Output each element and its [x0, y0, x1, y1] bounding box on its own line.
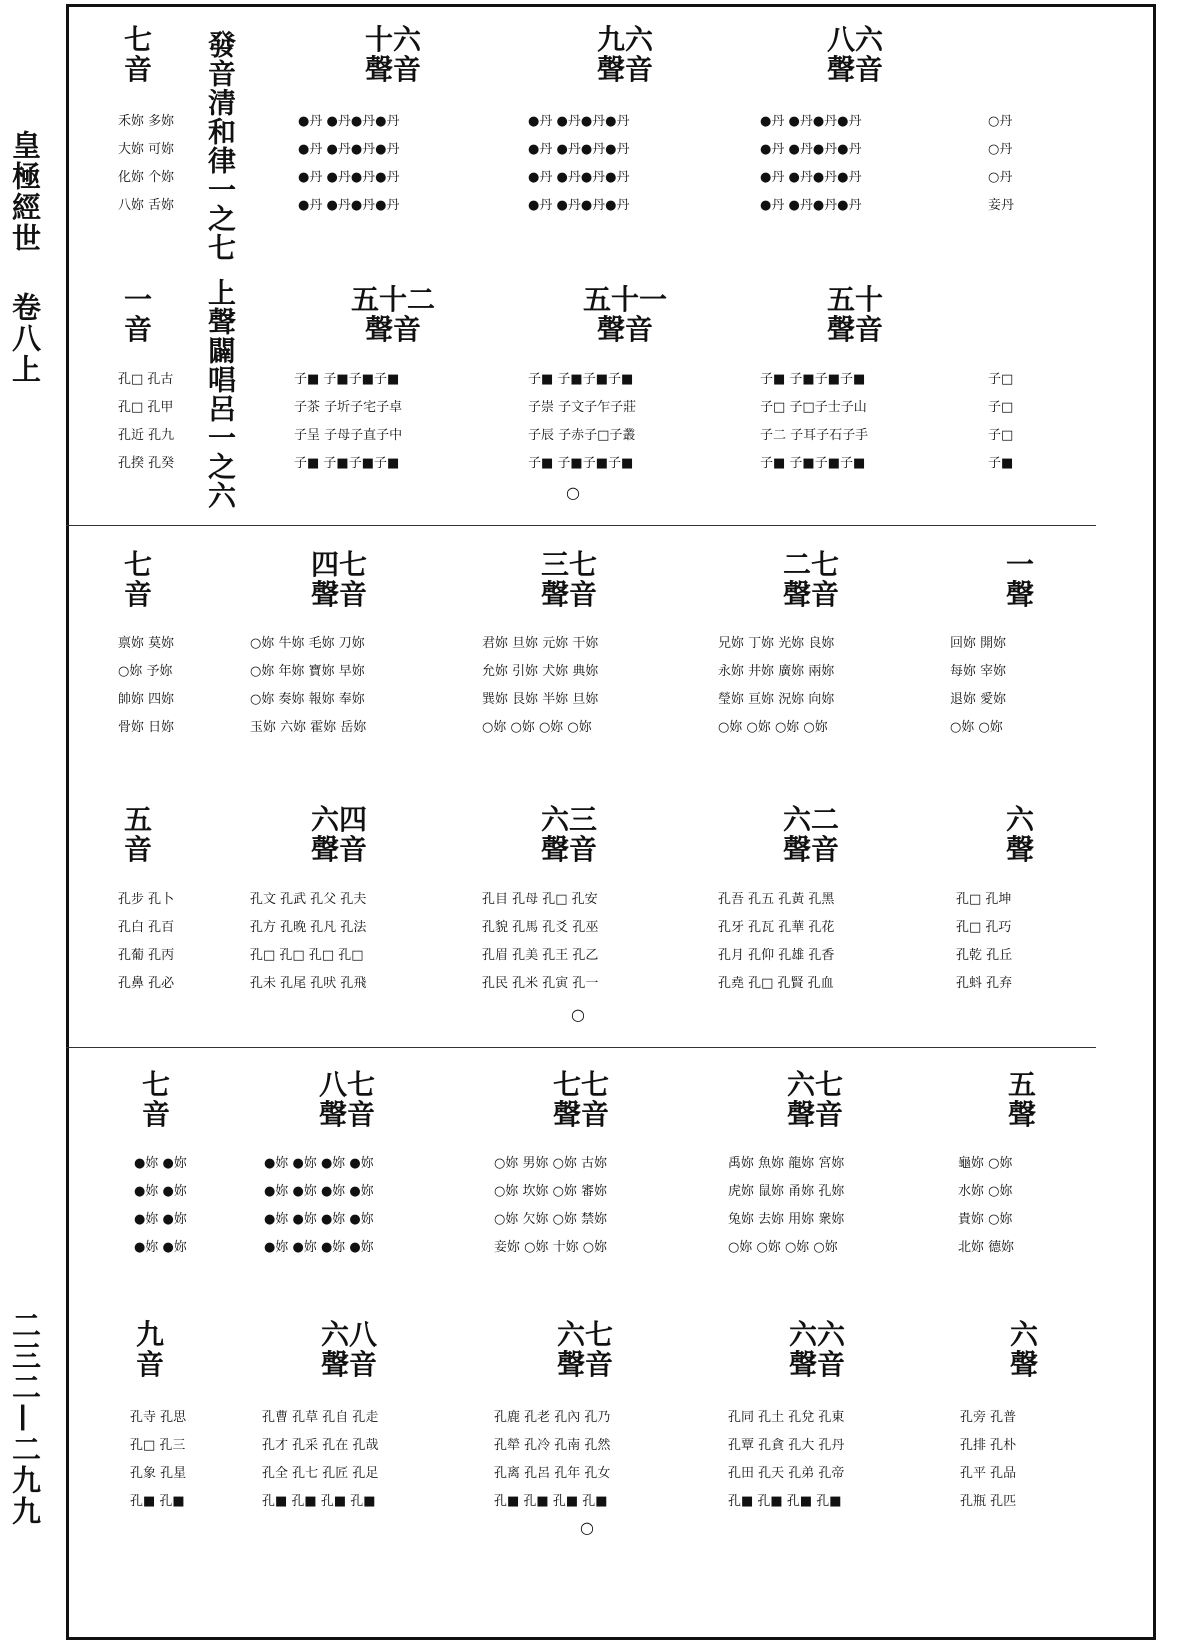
text-line: 妾丹 [988, 198, 1015, 213]
text-line: 孔方 孔晚 孔凡 孔法 [250, 920, 367, 935]
text-line: ○妳 年妳 寶妳 早妳 [250, 664, 365, 679]
text-line: ○丹 [988, 170, 1013, 185]
section-divider [66, 1047, 1096, 1048]
heading: 一 聲 [1005, 548, 1034, 611]
heading: 五十一 聲音 [582, 283, 667, 346]
heading: 一 音 [123, 283, 152, 346]
text-line: 允妳 引妳 犬妳 典妳 [482, 664, 599, 679]
text-line: 孔白 孔百 [118, 920, 175, 935]
text-line: 孔步 孔卜 [118, 892, 175, 907]
text-line: 子□ 子□子士子山 [760, 400, 867, 415]
text-line: 禾妳 多妳 [118, 114, 175, 129]
text-line: 孔□ 孔甲 [118, 400, 174, 415]
text-line: 孔象 孔星 [130, 1466, 187, 1481]
text-line: 孔同 孔土 孔兌 孔東 [728, 1410, 845, 1425]
heading: 六六 聲音 [788, 1318, 845, 1381]
text-line: 孔瓶 孔匹 [960, 1494, 1017, 1509]
heading: 六 聲 [1005, 803, 1034, 866]
text-line: 化妳 个妳 [118, 170, 175, 185]
text-line: ●妳 ●妳 [134, 1156, 187, 1171]
text-line: 孔田 孔天 孔弟 孔帝 [728, 1466, 845, 1481]
text-line: 虎妳 鼠妳 甬妳 孔妳 [728, 1184, 845, 1199]
heading: 三七 聲音 [540, 548, 597, 611]
text-line: 孔吾 孔五 孔黃 孔黑 [718, 892, 835, 907]
text-line: 孔平 孔品 [960, 1466, 1017, 1481]
text-line: 退妳 愛妳 [950, 692, 1007, 707]
text-line: 子■ [988, 456, 1014, 471]
text-line: 子■ 子■子■子■ [528, 456, 634, 471]
volume-label: 卷八上 [8, 292, 42, 385]
heading: 九 音 [135, 1318, 164, 1381]
text-line: 瑩妳 亘妳 況妳 向妳 [718, 692, 835, 707]
text-line: ○妳 欠妳 ○妳 禁妳 [494, 1212, 608, 1227]
text-line: 子□ [988, 428, 1014, 443]
text-line: 子□ [988, 400, 1014, 415]
text-line: ●妳 ●妳 [134, 1184, 187, 1199]
text-line: 孔目 孔母 孔□ 孔安 [482, 892, 598, 907]
text-line: ●丹 ●丹●丹●丹 [298, 170, 400, 185]
text-line: 孔□ 孔坤 [956, 892, 1012, 907]
heading: 四七 聲音 [310, 548, 367, 611]
heading: 六二 聲音 [782, 803, 839, 866]
text-line: 孔近 孔九 [118, 428, 175, 443]
text-line: 孔眉 孔美 孔王 孔乙 [482, 948, 599, 963]
section-divider [66, 525, 1096, 526]
text-line: 孔貌 孔馬 孔爻 孔巫 [482, 920, 599, 935]
text-line: 子崇 子文子乍子莊 [528, 400, 637, 415]
circle-mark-icon: ○ [580, 1518, 594, 1537]
text-line: 孔□ 孔三 [130, 1438, 186, 1453]
heading: 六八 聲音 [320, 1318, 377, 1381]
text-line: ○妳 ○妳 ○妳 ○妳 [718, 720, 828, 735]
text-line: ○妳 予妳 [118, 664, 173, 679]
text-line: 妾妳 ○妳 十妳 ○妳 [494, 1240, 608, 1255]
text-line: ●妳 ●妳 ●妳 ●妳 [264, 1184, 374, 1199]
text-line: 孔鹿 孔老 孔內 孔乃 [494, 1410, 611, 1425]
text-line: 孔全 孔七 孔匠 孔足 [262, 1466, 379, 1481]
text-line: ●丹 ●丹●丹●丹 [298, 198, 400, 213]
text-line: 孔□ 孔□ 孔□ 孔□ [250, 948, 364, 963]
text-line: ○妳 ○妳 ○妳 ○妳 [482, 720, 592, 735]
text-line: 孔■ 孔■ 孔■ 孔■ [262, 1494, 376, 1509]
text-line: ●妳 ●妳 ●妳 ●妳 [264, 1240, 374, 1255]
text-line: ●丹 ●丹●丹●丹 [528, 170, 630, 185]
text-line: 帥妳 四妳 [118, 692, 175, 707]
text-line: ●丹 ●丹●丹●丹 [298, 142, 400, 157]
heading: 八六 聲音 [826, 23, 883, 86]
text-line: 子■ 子■子■子■ [528, 372, 634, 387]
text-line: 孔□ 孔古 [118, 372, 174, 387]
text-line: 北妳 德妳 [958, 1240, 1015, 1255]
text-line: 孔民 孔米 孔寅 孔一 [482, 976, 599, 991]
text-line: ○丹 [988, 114, 1013, 129]
text-line: 孔犖 孔冷 孔南 孔然 [494, 1438, 611, 1453]
text-line: 孔乾 孔丘 [956, 948, 1013, 963]
text-line: 孔覃 孔貪 孔大 孔丹 [728, 1438, 845, 1453]
text-line: 孔文 孔武 孔父 孔夫 [250, 892, 367, 907]
heading: 六七 聲音 [556, 1318, 613, 1381]
text-line: 子■ 子■子■子■ [760, 456, 866, 471]
vertical-title: 發音清和律一之七 [204, 30, 237, 262]
text-line: 孔月 孔仰 孔雄 孔香 [718, 948, 835, 963]
text-line: ○妳 男妳 ○妳 古妳 [494, 1156, 608, 1171]
heading: 十六 聲音 [364, 23, 421, 86]
heading: 七 音 [141, 1068, 170, 1131]
text-line: 八妳 舌妳 [118, 198, 175, 213]
heading: 五十二 聲音 [350, 283, 435, 346]
side-margin [0, 0, 60, 1646]
text-line: 巽妳 艮妳 半妳 旦妳 [482, 692, 599, 707]
text-line: 每妳 宰妳 [950, 664, 1007, 679]
heading: 五 音 [123, 803, 152, 866]
text-line: 子二 子耳子石子手 [760, 428, 869, 443]
text-line: ●丹 ●丹●丹●丹 [760, 114, 862, 129]
text-line: 貴妳 ○妳 [958, 1212, 1013, 1227]
text-line: 水妳 ○妳 [958, 1184, 1013, 1199]
text-line: 孔寺 孔思 [130, 1410, 187, 1425]
heading: 二七 聲音 [782, 548, 839, 611]
text-line: ●丹 ●丹●丹●丹 [760, 198, 862, 213]
text-line: ●妳 ●妳 ●妳 ●妳 [264, 1156, 374, 1171]
text-line: 孔■ 孔■ 孔■ 孔■ [728, 1494, 842, 1509]
book-title: 皇極經世 [8, 130, 42, 254]
text-line: 禹妳 魚妳 龍妳 宮妳 [728, 1156, 845, 1171]
text-line: 孔揆 孔癸 [118, 456, 175, 471]
text-line: 子辰 子赤子□子叢 [528, 428, 636, 443]
text-line: 孔■ 孔■ [130, 1494, 185, 1509]
heading: 六四 聲音 [310, 803, 367, 866]
text-line: 子茶 子圻子宅子卓 [294, 400, 403, 415]
heading: 六三 聲音 [540, 803, 597, 866]
heading: 五十 聲音 [826, 283, 883, 346]
text-line: 孔□ 孔巧 [956, 920, 1012, 935]
text-line: 禀妳 莫妳 [118, 636, 175, 651]
text-line: 龜妳 ○妳 [958, 1156, 1013, 1171]
text-line: 玉妳 六妳 霍妳 岳妳 [250, 720, 367, 735]
text-line: 孔蚪 孔弃 [956, 976, 1013, 991]
text-line: 孔离 孔呂 孔年 孔女 [494, 1466, 611, 1481]
text-line: 永妳 井妳 廣妳 兩妳 [718, 664, 835, 679]
text-line: 子□ [988, 372, 1014, 387]
text-line: 子呈 子母子直子中 [294, 428, 403, 443]
text-line: ●丹 ●丹●丹●丹 [760, 142, 862, 157]
text-line: 孔才 孔采 孔在 孔哉 [262, 1438, 379, 1453]
circle-mark-icon: ○ [571, 1005, 585, 1024]
text-line: 兔妳 去妳 用妳 衆妳 [728, 1212, 845, 1227]
text-line: ○妳 ○妳 [950, 720, 1003, 735]
text-line: ●丹 ●丹●丹●丹 [760, 170, 862, 185]
text-line: ○妳 奏妳 報妳 奉妳 [250, 692, 365, 707]
text-line: 孔■ 孔■ 孔■ 孔■ [494, 1494, 608, 1509]
heading: 七 音 [123, 548, 152, 611]
text-line: ●丹 ●丹●丹●丹 [528, 114, 630, 129]
vertical-title: 上聲闢唱呂一之六 [204, 278, 237, 510]
text-line: 回妳 開妳 [950, 636, 1007, 651]
text-line: ●妳 ●妳 [134, 1212, 187, 1227]
text-line: 子■ 子■子■子■ [294, 372, 400, 387]
text-line: ●妳 ●妳 ●妳 ●妳 [264, 1212, 374, 1227]
heading: 九六 聲音 [596, 23, 653, 86]
text-line: ○丹 [988, 142, 1013, 157]
text-line: ○妳 牛妳 毛妳 刀妳 [250, 636, 365, 651]
text-line: ●丹 ●丹●丹●丹 [528, 198, 630, 213]
text-line: 孔旁 孔普 [960, 1410, 1017, 1425]
text-line: 孔曹 孔草 孔自 孔走 [262, 1410, 379, 1425]
heading: 六 聲 [1009, 1318, 1038, 1381]
text-line: 君妳 旦妳 元妳 干妳 [482, 636, 599, 651]
text-line: 孔牙 孔瓦 孔華 孔花 [718, 920, 835, 935]
text-line: 孔排 孔朴 [960, 1438, 1017, 1453]
text-line: ●妳 ●妳 [134, 1240, 187, 1255]
text-line: 骨妳 日妳 [118, 720, 175, 735]
text-line: 孔葡 孔丙 [118, 948, 175, 963]
text-line: ○妳 ○妳 ○妳 ○妳 [728, 1240, 838, 1255]
text-line: 孔未 孔尾 孔吠 孔飛 [250, 976, 367, 991]
heading: 六七 聲音 [786, 1068, 843, 1131]
text-line: 子■ 子■子■子■ [294, 456, 400, 471]
page-number: 二三二—二九九 [8, 1310, 42, 1527]
heading: 七七 聲音 [552, 1068, 609, 1131]
text-line: 兄妳 丁妳 光妳 良妳 [718, 636, 835, 651]
text-line: 孔鼻 孔必 [118, 976, 175, 991]
heading: 七 音 [123, 23, 152, 86]
text-line: ●丹 ●丹●丹●丹 [528, 142, 630, 157]
heading: 八七 聲音 [318, 1068, 375, 1131]
text-line: 大妳 可妳 [118, 142, 175, 157]
text-line: 孔堯 孔□ 孔賢 孔血 [718, 976, 834, 991]
text-line: ○妳 坎妳 ○妳 審妳 [494, 1184, 608, 1199]
text-line: 子■ 子■子■子■ [760, 372, 866, 387]
heading: 五 聲 [1007, 1068, 1036, 1131]
text-line: ●丹 ●丹●丹●丹 [298, 114, 400, 129]
circle-mark-icon: ○ [566, 483, 580, 502]
